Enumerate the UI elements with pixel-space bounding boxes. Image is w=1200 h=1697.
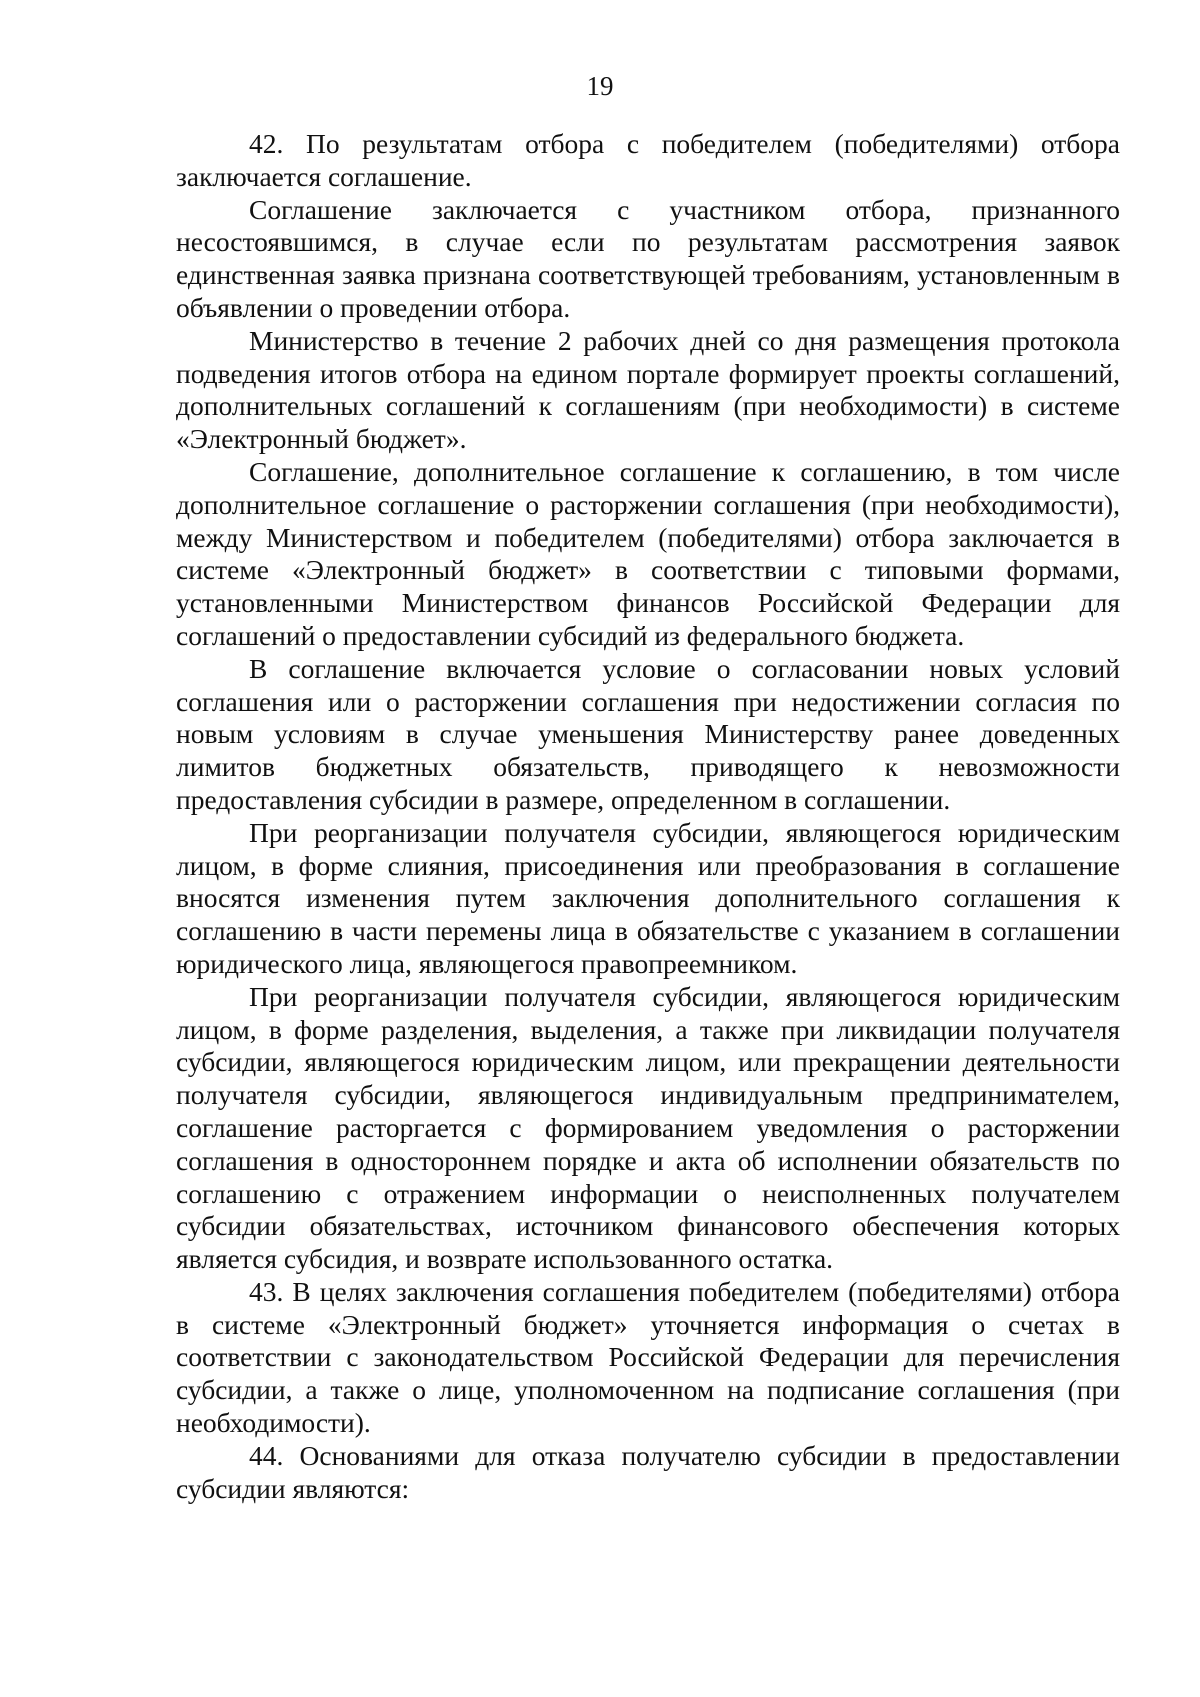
paragraph-reorganization-division: При реорганизации получателя субсидии, являющегося юридическим лицом, в форме разделения, выделения, а также при ликвидации получателя субсидии, являющегося юридическим лицом, или прекращении деятельности получателя субсидии, являющегося индивидуальным предпринимателем, соглашение расторгается с формированием уведомления о расторжении соглашения в одностороннем порядке и акта об исполнении обязательств по соглашению с отражением информации о неисполненных получателем субсидии обязательствах, источником финансового обеспечения которых является субсидия, и возврате использованного остатка. (176, 980, 1120, 1275)
page-number: 19 (586, 71, 614, 101)
paragraph-agreement-single-participant: Соглашение заключается с участником отбора, признанного несостоявшимся, в случае если по результатам рассмотрения заявок единственная заявка признана соответствующей требованиям, установленным в объявлении о проведении отбора. (176, 193, 1120, 323)
paragraph-42: 42. По результатам отбора с победителем (победителями) отбора заключается соглашение. (176, 128, 1120, 192)
paragraph-reorganization-merger: При реорганизации получателя субсидии, являющегося юридическим лицом, в форме слияния, присоединения или преобразования в соглашение вносятся изменения путем заключения дополнительного соглашения к соглашению в части перемены лица в обязательстве с указанием в соглашении юридического лица, являющегося правопреемником. (176, 816, 1120, 979)
document-body (176, 128, 1120, 1505)
paragraph-44: 44. Основаниями для отказа получателю субсидии в предоставлении субсидии являются: (176, 1439, 1120, 1504)
paragraph-ministry-drafts: Министерство в течение 2 рабочих дней со дня размещения протокола подведения итогов отбора на едином портале формирует проекты соглашений, дополнительных соглашений к соглашениям (при необходимости) в системе «Электронный бюджет». (176, 324, 1120, 455)
paragraph-43: 43. В целях заключения соглашения победителем (победителями) отбора в системе «Электронный бюджет» уточняется информация о счетах в соответствии с законодательством Российской Федерации для перечисления субсидии, а также о лице, уполномоченном на подписание соглашения (при необходимости). (176, 1275, 1120, 1439)
paragraph-electronic-budget: Соглашение, дополнительное соглашение к соглашению, в том числе дополнительное соглашение о расторжении соглашения (при необходимости), между Министерством и победителем (победителями) отбора заключается в системе «Электронный бюджет» в соответствии с типовыми формами, установленными Министерством финансов Российской Федерации для соглашений о предоставлении субсидий из федерального бюджета. (176, 455, 1120, 651)
paragraph-new-conditions: В соглашение включается условие о согласовании новых условий соглашения или о расторжении соглашения при недостижении согласия по новым условиям в случае уменьшения Министерству ранее доведенных лимитов бюджетных обязательств, приводящего к невозможности предоставления субсидии в размере, определенном в соглашении. (176, 652, 1120, 815)
